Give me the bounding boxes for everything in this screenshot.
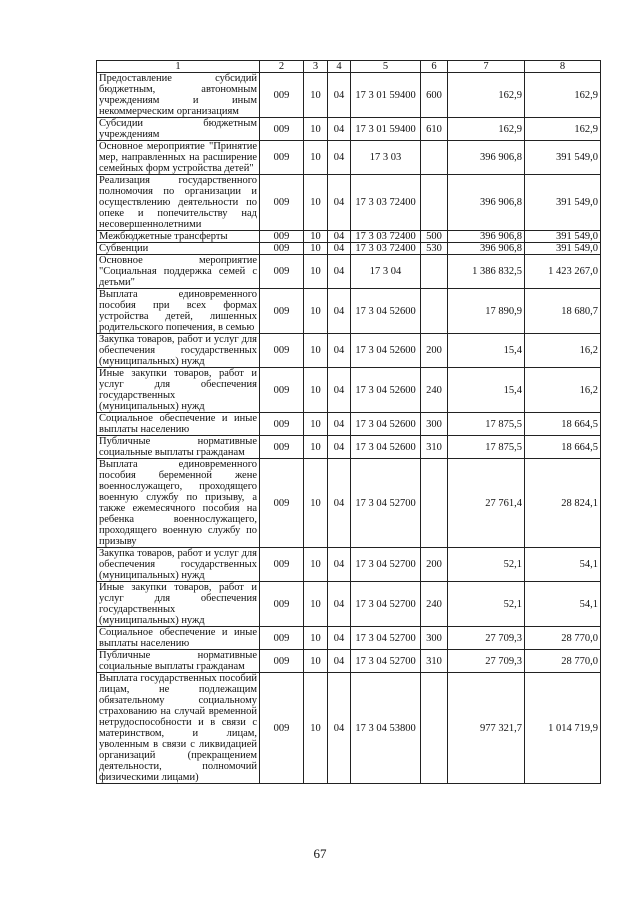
cell-subsection: 04: [328, 548, 351, 582]
cell-expense-type: [421, 459, 448, 548]
cell-expense-type: 610: [421, 118, 448, 141]
cell-subsection: 04: [328, 243, 351, 255]
cell-amount-year-2: 1 423 267,0: [525, 255, 601, 289]
table-row: [97, 289, 601, 334]
cell-name: Закупка товаров, работ и услуг для обеспечения государственных (муниципальных) нужд: [97, 548, 260, 582]
cell-section: 10: [304, 627, 328, 650]
cell-amount-year-1: 396 906,8: [448, 141, 525, 175]
cell-target-article: 17 3 04 52600: [351, 334, 421, 368]
cell-amount-year-2: 28 770,0: [525, 650, 601, 673]
table-row: [97, 73, 601, 118]
cell-ministry-code: 009: [260, 548, 304, 582]
table-row: [97, 548, 601, 582]
cell-expense-type: 310: [421, 436, 448, 459]
cell-name: Выплата государственных пособий лицам, не подлежащим обязательному социальному страхованию на случай временной нетрудоспособности и в связи с материнством, и лицам, уволенным в связи с ликвидацией организаций (прекращением деятельности, полномочий физическими лицами): [97, 673, 260, 784]
table-row: [97, 459, 601, 548]
cell-expense-type: 240: [421, 582, 448, 627]
cell-ministry-code: 009: [260, 413, 304, 436]
table-row: [97, 673, 601, 784]
cell-subsection: 04: [328, 413, 351, 436]
table-row: [97, 231, 601, 243]
cell-amount-year-2: 18 664,5: [525, 413, 601, 436]
cell-amount-year-1: 396 906,8: [448, 231, 525, 243]
table-row: [97, 255, 601, 289]
cell-section: 10: [304, 118, 328, 141]
cell-amount-year-2: 18 680,7: [525, 289, 601, 334]
table-row: [97, 118, 601, 141]
cell-section: 10: [304, 175, 328, 231]
table-row: [97, 243, 601, 255]
cell-amount-year-2: 54,1: [525, 582, 601, 627]
cell-amount-year-1: 396 906,8: [448, 175, 525, 231]
column-header: 1: [97, 61, 260, 73]
cell-expense-type: 300: [421, 627, 448, 650]
cell-expense-type: 600: [421, 73, 448, 118]
cell-ministry-code: 009: [260, 73, 304, 118]
cell-expense-type: [421, 673, 448, 784]
cell-name: Иные закупки товаров, работ и услуг для обеспечения государственных (муниципальных) нужд: [97, 582, 260, 627]
cell-ministry-code: 009: [260, 673, 304, 784]
cell-subsection: 04: [328, 582, 351, 627]
cell-amount-year-1: 17 890,9: [448, 289, 525, 334]
cell-name: Субсидии бюджетным учреждениям: [97, 118, 260, 141]
cell-name: Иные закупки товаров, работ и услуг для обеспечения государственных (муниципальных) нужд: [97, 368, 260, 413]
cell-ministry-code: 009: [260, 255, 304, 289]
cell-section: 10: [304, 650, 328, 673]
cell-target-article: 17 3 04 52600: [351, 289, 421, 334]
cell-section: 10: [304, 73, 328, 118]
cell-expense-type: 310: [421, 650, 448, 673]
cell-expense-type: [421, 255, 448, 289]
table-row: [97, 582, 601, 627]
cell-expense-type: 240: [421, 368, 448, 413]
cell-subsection: 04: [328, 141, 351, 175]
cell-name: Выплата единовременного пособия беременной жене военнослужащего, проходящего военную службу по призыву, а также ежемесячного пособия на ребенка военнослужащего, проходящего военную службу по призыву: [97, 459, 260, 548]
column-header: 6: [421, 61, 448, 73]
table-header-row: [97, 61, 601, 73]
cell-target-article: 17 3 04 52700: [351, 650, 421, 673]
cell-target-article: 17 3 03 72400: [351, 231, 421, 243]
cell-ministry-code: 009: [260, 459, 304, 548]
cell-amount-year-1: 52,1: [448, 548, 525, 582]
cell-amount-year-1: 17 875,5: [448, 436, 525, 459]
cell-ministry-code: 009: [260, 582, 304, 627]
cell-amount-year-1: 52,1: [448, 582, 525, 627]
cell-name: Выплата единовременного пособия при всех формах устройства детей, лишенных родительского попечения, в семью: [97, 289, 260, 334]
cell-amount-year-1: 162,9: [448, 73, 525, 118]
cell-ministry-code: 009: [260, 243, 304, 255]
cell-ministry-code: 009: [260, 368, 304, 413]
cell-amount-year-2: 391 549,0: [525, 231, 601, 243]
cell-ministry-code: 009: [260, 650, 304, 673]
cell-expense-type: [421, 141, 448, 175]
cell-amount-year-1: 396 906,8: [448, 243, 525, 255]
cell-expense-type: 200: [421, 548, 448, 582]
cell-subsection: 04: [328, 436, 351, 459]
cell-name: Субвенции: [97, 243, 260, 255]
cell-expense-type: 300: [421, 413, 448, 436]
cell-name: Основное мероприятие "Принятие мер, направленных на расширение семейных форм устройства детей": [97, 141, 260, 175]
budget-table: [96, 60, 601, 784]
cell-ministry-code: 009: [260, 334, 304, 368]
cell-amount-year-2: 16,2: [525, 334, 601, 368]
cell-expense-type: 500: [421, 231, 448, 243]
cell-subsection: 04: [328, 255, 351, 289]
cell-section: 10: [304, 436, 328, 459]
cell-section: 10: [304, 255, 328, 289]
column-header: 8: [525, 61, 601, 73]
cell-subsection: 04: [328, 175, 351, 231]
cell-amount-year-1: 27 709,3: [448, 650, 525, 673]
cell-subsection: 04: [328, 459, 351, 548]
cell-ministry-code: 009: [260, 141, 304, 175]
cell-ministry-code: 009: [260, 289, 304, 334]
cell-subsection: 04: [328, 650, 351, 673]
table-row: [97, 650, 601, 673]
cell-target-article: 17 3 04 52700: [351, 582, 421, 627]
cell-subsection: 04: [328, 334, 351, 368]
cell-target-article: 17 3 04 53800: [351, 673, 421, 784]
cell-amount-year-2: 391 549,0: [525, 175, 601, 231]
cell-section: 10: [304, 673, 328, 784]
cell-section: 10: [304, 582, 328, 627]
cell-subsection: 04: [328, 673, 351, 784]
cell-amount-year-2: 16,2: [525, 368, 601, 413]
cell-amount-year-1: 17 875,5: [448, 413, 525, 436]
cell-subsection: 04: [328, 73, 351, 118]
cell-target-article: 17 3 04 52700: [351, 627, 421, 650]
column-header: 3: [304, 61, 328, 73]
column-header: 2: [260, 61, 304, 73]
cell-amount-year-1: 15,4: [448, 368, 525, 413]
column-header: 4: [328, 61, 351, 73]
cell-target-article: 17 3 04: [351, 255, 421, 289]
cell-amount-year-1: 27 709,3: [448, 627, 525, 650]
column-header: 5: [351, 61, 421, 73]
cell-ministry-code: 009: [260, 436, 304, 459]
cell-target-article: 17 3 04 52600: [351, 436, 421, 459]
cell-target-article: 17 3 03 72400: [351, 175, 421, 231]
cell-name: Закупка товаров, работ и услуг для обеспечения государственных (муниципальных) нужд: [97, 334, 260, 368]
cell-target-article: 17 3 01 59400: [351, 73, 421, 118]
cell-target-article: 17 3 04 52600: [351, 368, 421, 413]
cell-ministry-code: 009: [260, 118, 304, 141]
cell-subsection: 04: [328, 118, 351, 141]
cell-expense-type: [421, 175, 448, 231]
cell-name: Публичные нормативные социальные выплаты гражданам: [97, 650, 260, 673]
cell-amount-year-2: 162,9: [525, 73, 601, 118]
table-row: [97, 436, 601, 459]
page-number: 67: [313, 846, 327, 861]
cell-name: Публичные нормативные социальные выплаты гражданам: [97, 436, 260, 459]
cell-ministry-code: 009: [260, 175, 304, 231]
cell-amount-year-2: 28 824,1: [525, 459, 601, 548]
cell-section: 10: [304, 548, 328, 582]
table-row: [97, 368, 601, 413]
cell-amount-year-1: 1 386 832,5: [448, 255, 525, 289]
cell-amount-year-2: 391 549,0: [525, 243, 601, 255]
cell-target-article: 17 3 04 52700: [351, 459, 421, 548]
cell-amount-year-1: 977 321,7: [448, 673, 525, 784]
cell-name: Межбюджетные трансферты: [97, 231, 260, 243]
column-header: 7: [448, 61, 525, 73]
cell-subsection: 04: [328, 368, 351, 413]
cell-subsection: 04: [328, 627, 351, 650]
cell-name: Предоставление субсидий бюджетным, автономным учреждениям и иным некоммерческим организациям: [97, 73, 260, 118]
cell-expense-type: 530: [421, 243, 448, 255]
cell-amount-year-1: 162,9: [448, 118, 525, 141]
cell-section: 10: [304, 289, 328, 334]
cell-target-article: 17 3 03 72400: [351, 243, 421, 255]
cell-expense-type: 200: [421, 334, 448, 368]
cell-amount-year-2: 162,9: [525, 118, 601, 141]
table-row: [97, 175, 601, 231]
cell-section: 10: [304, 459, 328, 548]
cell-section: 10: [304, 334, 328, 368]
cell-section: 10: [304, 243, 328, 255]
cell-target-article: 17 3 03: [351, 141, 421, 175]
cell-ministry-code: 009: [260, 627, 304, 650]
cell-amount-year-2: 28 770,0: [525, 627, 601, 650]
cell-amount-year-1: 15,4: [448, 334, 525, 368]
cell-expense-type: [421, 289, 448, 334]
table-row: [97, 141, 601, 175]
cell-target-article: 17 3 01 59400: [351, 118, 421, 141]
cell-name: Социальное обеспечение и иные выплаты населению: [97, 413, 260, 436]
cell-target-article: 17 3 04 52600: [351, 413, 421, 436]
cell-ministry-code: 009: [260, 231, 304, 243]
cell-section: 10: [304, 368, 328, 413]
table-row: [97, 413, 601, 436]
cell-subsection: 04: [328, 289, 351, 334]
cell-target-article: 17 3 04 52700: [351, 548, 421, 582]
cell-name: Основное мероприятие "Социальная поддержка семей с детьми": [97, 255, 260, 289]
cell-amount-year-2: 391 549,0: [525, 141, 601, 175]
cell-amount-year-2: 54,1: [525, 548, 601, 582]
cell-amount-year-2: 1 014 719,9: [525, 673, 601, 784]
cell-amount-year-2: 18 664,5: [525, 436, 601, 459]
cell-subsection: 04: [328, 231, 351, 243]
cell-section: 10: [304, 231, 328, 243]
table-row: [97, 334, 601, 368]
cell-amount-year-1: 27 761,4: [448, 459, 525, 548]
cell-section: 10: [304, 413, 328, 436]
cell-name: Социальное обеспечение и иные выплаты населению: [97, 627, 260, 650]
cell-name: Реализация государственного полномочия по организации и осуществлению деятельности по опеке и попечительству над несовершеннолетними: [97, 175, 260, 231]
table-row: [97, 627, 601, 650]
cell-section: 10: [304, 141, 328, 175]
